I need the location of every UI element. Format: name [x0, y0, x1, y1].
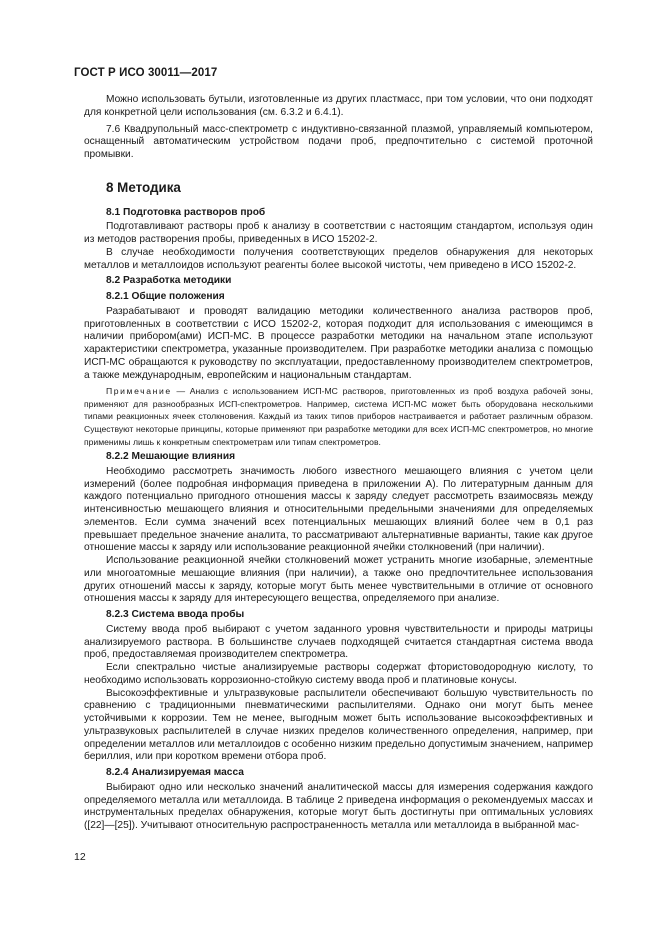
paragraph: Систему ввода проб выбирают с учетом заданного уровня чувствительности и природы матрицы анализируемого раствора. В большинстве случаев подходящей считается стандартная система ввода проб, предоставляемая производителем спектрометра.	[84, 623, 593, 661]
paragraph: Использование реакционной ячейки столкновений может устранить многие изобарные, элементные или многоатомные мешающие влияния (при наличии), а также оно предпочтительнее использования других отношений массы к заряду, которые могут быть менее чувствительными в отличие от основного отношения массы к заряду для интересующего вещества, определяемого при анализе.	[84, 555, 593, 605]
paragraph: Высокоэффективные и ультразвуковые распылители обеспечивают большую чувствительность по сравнению с традиционными пневматическими распылителями. Однако они могут быть менее устойчивыми к коррозии. Тем не менее, выгодным может быть использование высокоэффективных и ультразвуковых распылителей в случае низких пределов количественного определения, например, при определении металлов или металлоидов с особенно низким предельно допустимым значением, например бериллия, или при коротком времени отбора проб.	[84, 687, 593, 763]
note	[84, 385, 593, 448]
note-text: — Анализ с использованием ИСП-МС растворов, приготовленных из проб воздуха рабочей зоны, применяют для разнообразных ИСП-спектрометров. Например, система ИСП-МС может быть оборудована несколькими типами реакционных ячеек столкновения. Каждый из таких типов приборов настраивается и работает различным образом. Существуют некоторые принципы, которые применяют при разработке методики для всех ИСП-МС спектрометров, но многие применимы лишь к конкретным спектрометрам или типам спектрометров.	[84, 386, 593, 447]
section-heading-8: 8 Методика	[106, 179, 181, 195]
paragraph: Можно использовать бутыли, изготовленные из других пластмасс, при том условии, что они подходят для конкретной цели использования (см. 6.3.2 и 6.4.1).	[84, 94, 593, 118]
page-number: 12	[74, 851, 86, 863]
section-heading-8-2-3: 8.2.3 Система ввода пробы	[106, 609, 245, 621]
paragraph: Выбирают одно или несколько значений аналитической массы для измерения содержания каждого определяемого металла или металлоида. В таблице 2 приведена информация о рекомендуемых массах и инструментальных пределах обнаружения, которые могут быть достигнуты при оптимальных условиях ([22]—[25]). Учитывают относительную распространенность металла или металлоида в выбранной мас-	[84, 781, 593, 832]
document-body	[84, 94, 593, 833]
paragraph: Необходимо рассмотреть значимость любого известного мешающего влияния с учетом цели измерений (более подробная информация приведена в приложении А). По литературным данным для каждого потенциально пригодного отношения массы к заряду следует рассмотреть взаимосвязь между интенсивностью мешающего влияния и относительными предельными значениями для определяемых элементов. Если сумма значений всех потенциальных мешающих влияний более чем в 0,1 раз превышает предельное значение аналита, то рассматривают альтернативные варианты, такие как другое отношение массы к заряду или использование реакционной ячейки столкновений (при наличии).	[84, 465, 593, 554]
document-header: ГОСТ Р ИСО 30011—2017	[74, 67, 218, 79]
paragraph: Если спектрально чистые анализируемые растворы содержат фтористоводородную кислоту, то необходимо использовать коррозионно-стойкую систему ввода проб и платиновые конусы.	[84, 662, 593, 686]
note-label: Примечание	[106, 386, 172, 397]
section-heading-8-2: 8.2 Разработка методики	[106, 275, 232, 287]
paragraph: Подготавливают растворы проб к анализу в соответствии с настоящим стандартом, используя один из методов растворения пробы, приведенных в ИСО 15202-2.	[84, 221, 593, 245]
paragraph: В случае необходимости получения соответствующих пределов обнаружения для некоторых металлов и металлоидов используют реагенты более высокой чистоты, чем приведено в ИСО 15202-2.	[84, 246, 593, 271]
paragraph: 7.6 Квадрупольный масс-спектрометр с индуктивно-связанной плазмой, управляемый компьютером, оснащенный автоматическим устройством подачи проб, предпочтительно с системой проточной промывки.	[84, 123, 593, 160]
paragraph: Разрабатывают и проводят валидацию методики количественного анализа растворов проб, приготовленных в соответствии с ИСО 15202-2, которая подходит для использования с имеющимся в наличии прибором(ами) ИСП-МС. В процессе разработки методики на начальном этапе используют характеристики спектрометра, указанные производителем. При разработке методики анализа с помощью ИСП-МС обращаются к руководству по эксплуатации, предоставленному производителем спектрометров, а также международным, европейским и национальным стандартам.	[84, 305, 593, 381]
section-heading-8-1: 8.1 Подготовка растворов проб	[106, 206, 266, 218]
section-heading-8-2-2: 8.2.2 Мешающие влияния	[106, 451, 236, 463]
section-heading-8-2-4: 8.2.4 Анализируемая масса	[106, 767, 244, 779]
section-heading-8-2-1: 8.2.1 Общие положения	[106, 291, 225, 302]
